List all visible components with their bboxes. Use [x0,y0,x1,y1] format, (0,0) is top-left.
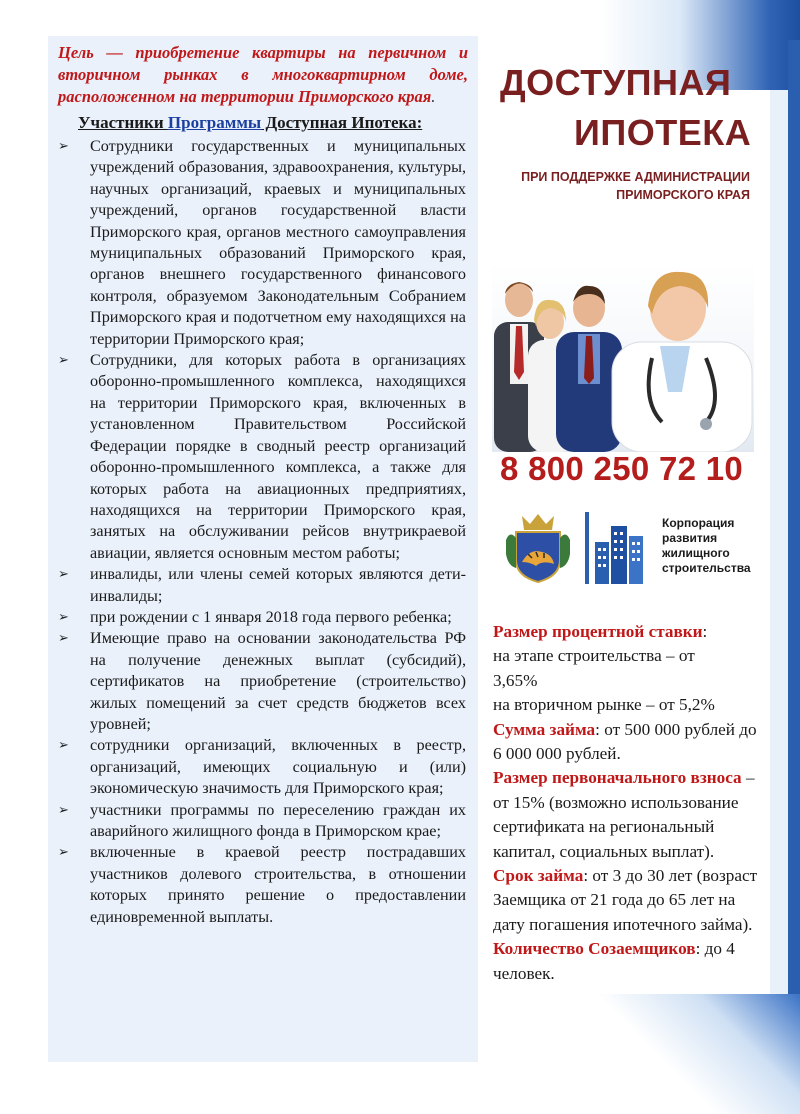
subtitle-line2: ПРИМОРСКОГО КРАЯ [616,188,750,202]
goal-end: . [431,87,436,106]
sum-label: Сумма займа [493,719,596,739]
right-edge-stripe [788,40,800,1080]
medical-staff-photo [492,262,754,452]
loan-term-text: : от 3 до 30 лет (возраст Заемщика от 21 года до 65 лет на дату погашения ипотечного займа). [493,866,758,934]
arrow-bullet-icon: ➢ [58,139,69,154]
bottom-right-decoration [580,994,800,1114]
participants-heading-suffix: Доступная Ипотека: [261,113,423,132]
loan-term [493,864,761,937]
list-item-text: включенные в краевой реестр пострадавших участников долевого строительства, в отношении которых принято решение о предоставлении единовременной выплаты. [90,843,466,926]
down-payment-label: Размер первоначального взноса [493,768,742,788]
rate-term [493,620,761,718]
housing-corporation-logo-icon [585,512,655,584]
co-borrowers-term [493,937,761,986]
rate-colon: : [702,622,708,641]
arrow-bullet-icon: ➢ [58,631,69,647]
arrow-bullet-icon: ➢ [58,353,69,369]
list-item [58,800,466,843]
people-illustration [492,262,754,452]
list-item [58,136,466,350]
list-item-text: Сотрудники, для которых работа в организациях оборонно-промышленного комплекса, находящихся на территории Приморского края, включенных в установленном Правительством Российской Федерации порядке в сводный реестр организаций оборонно-промышленного комплекса, а также для которых работа на авиационных предприятиях, находящихся на территории Приморского края, занятых на обслуживании рейсов внутрикраевой авиации, является основным местом работы; [90,351,466,562]
subtitle-line1: ПРИ ПОДДЕРЖКЕ АДМИНИСТРАЦИИ [521,170,750,184]
list-item-text: Имеющие право на основании законодательства РФ на получение денежных выплат (субсидий), сертификатов на приобретение (строительство) жилых помещений за счет средств бюджетов всех уровней; [90,629,466,733]
list-item-text: при рождении с 1 января 2018 года первого ребенка; [90,607,452,626]
housing-corporation-name [662,516,757,576]
corp-name-line2: развития [662,531,718,545]
participants-panel [48,36,478,1062]
arrow-bullet-icon: ➢ [58,802,69,818]
list-item-text: инвалиды, или члены семей которых являются дети-инвалиды; [90,565,466,605]
corp-name-line3: жилищного [662,546,730,560]
rate-label: Размер процентной ставки [493,622,703,641]
corp-name-line4: строительства [662,561,751,575]
participants-heading [48,112,478,134]
list-item-text: Сотрудники государственных и муниципальных учреждений образования, здравоохранения, культуры, научных организаций, краевых и муниципальных учреждений, органов государственной власти Приморского края, органов местного самоуправления муниципальных образований Приморского края, органов внешнего государственного финансового контроля, образуемом Законодательным Собранием Приморского края и подотчетном ему находящихся на территории Приморского края; [90,137,466,348]
rate-line2: 3,65% [493,670,538,690]
down-payment-term [493,766,761,864]
list-item [58,735,466,799]
corp-name-line1: Корпорация [662,516,735,530]
down-payment-text: – от 15% (возможно использование сертификата на региональный капитал, социальных выплат). [493,768,755,861]
brand-title-line2: ИПОТЕКА [574,112,752,153]
co-borrowers-text: : до 4 человек. [493,939,735,983]
program-link[interactable]: Программы [167,113,262,132]
arrow-bullet-icon: ➢ [58,738,69,754]
loan-term-label: Срок займа [493,866,584,886]
list-item [58,607,466,628]
loan-terms [493,620,761,986]
hotline-phone[interactable]: 8 800 250 72 10 [500,450,744,487]
sum-term [493,718,761,767]
participants-list [48,136,478,928]
arrow-bullet-icon: ➢ [58,609,69,625]
primorsky-coat-of-arms-icon [502,510,574,586]
brand-title-line1: ДОСТУПНАЯ [500,62,732,103]
participants-heading-prefix: Участники [78,113,168,132]
list-item [58,842,466,928]
brand-subtitle [494,168,750,204]
goal-text: Цель — приобретение квартиры на первичном и вторичном рынках в многоквартирном доме, расположенном на территории Приморского края [58,43,468,106]
list-item [58,350,466,564]
list-item [58,628,466,735]
rate-line1: на этапе строительства – от [493,646,695,666]
arrow-bullet-icon: ➢ [58,567,69,583]
sum-text: : от 500 000 рублей до 6 000 000 рублей. [493,719,757,764]
co-borrowers-label: Количество Созаемщиков [493,939,696,959]
list-item-text: участники программы по переселению граждан их аварийного жилищного фонда в Приморском крае; [90,800,466,840]
goal-statement [48,36,478,108]
rate-line3: на вторичном рынке – от 5,2% [493,695,715,715]
arrow-bullet-icon: ➢ [58,845,69,861]
list-item-text: сотрудники организаций, включенных в реестр, организаций, имеющих социальную и (или) экономическую значимость для Приморского края; [90,736,466,798]
list-item [58,564,466,607]
